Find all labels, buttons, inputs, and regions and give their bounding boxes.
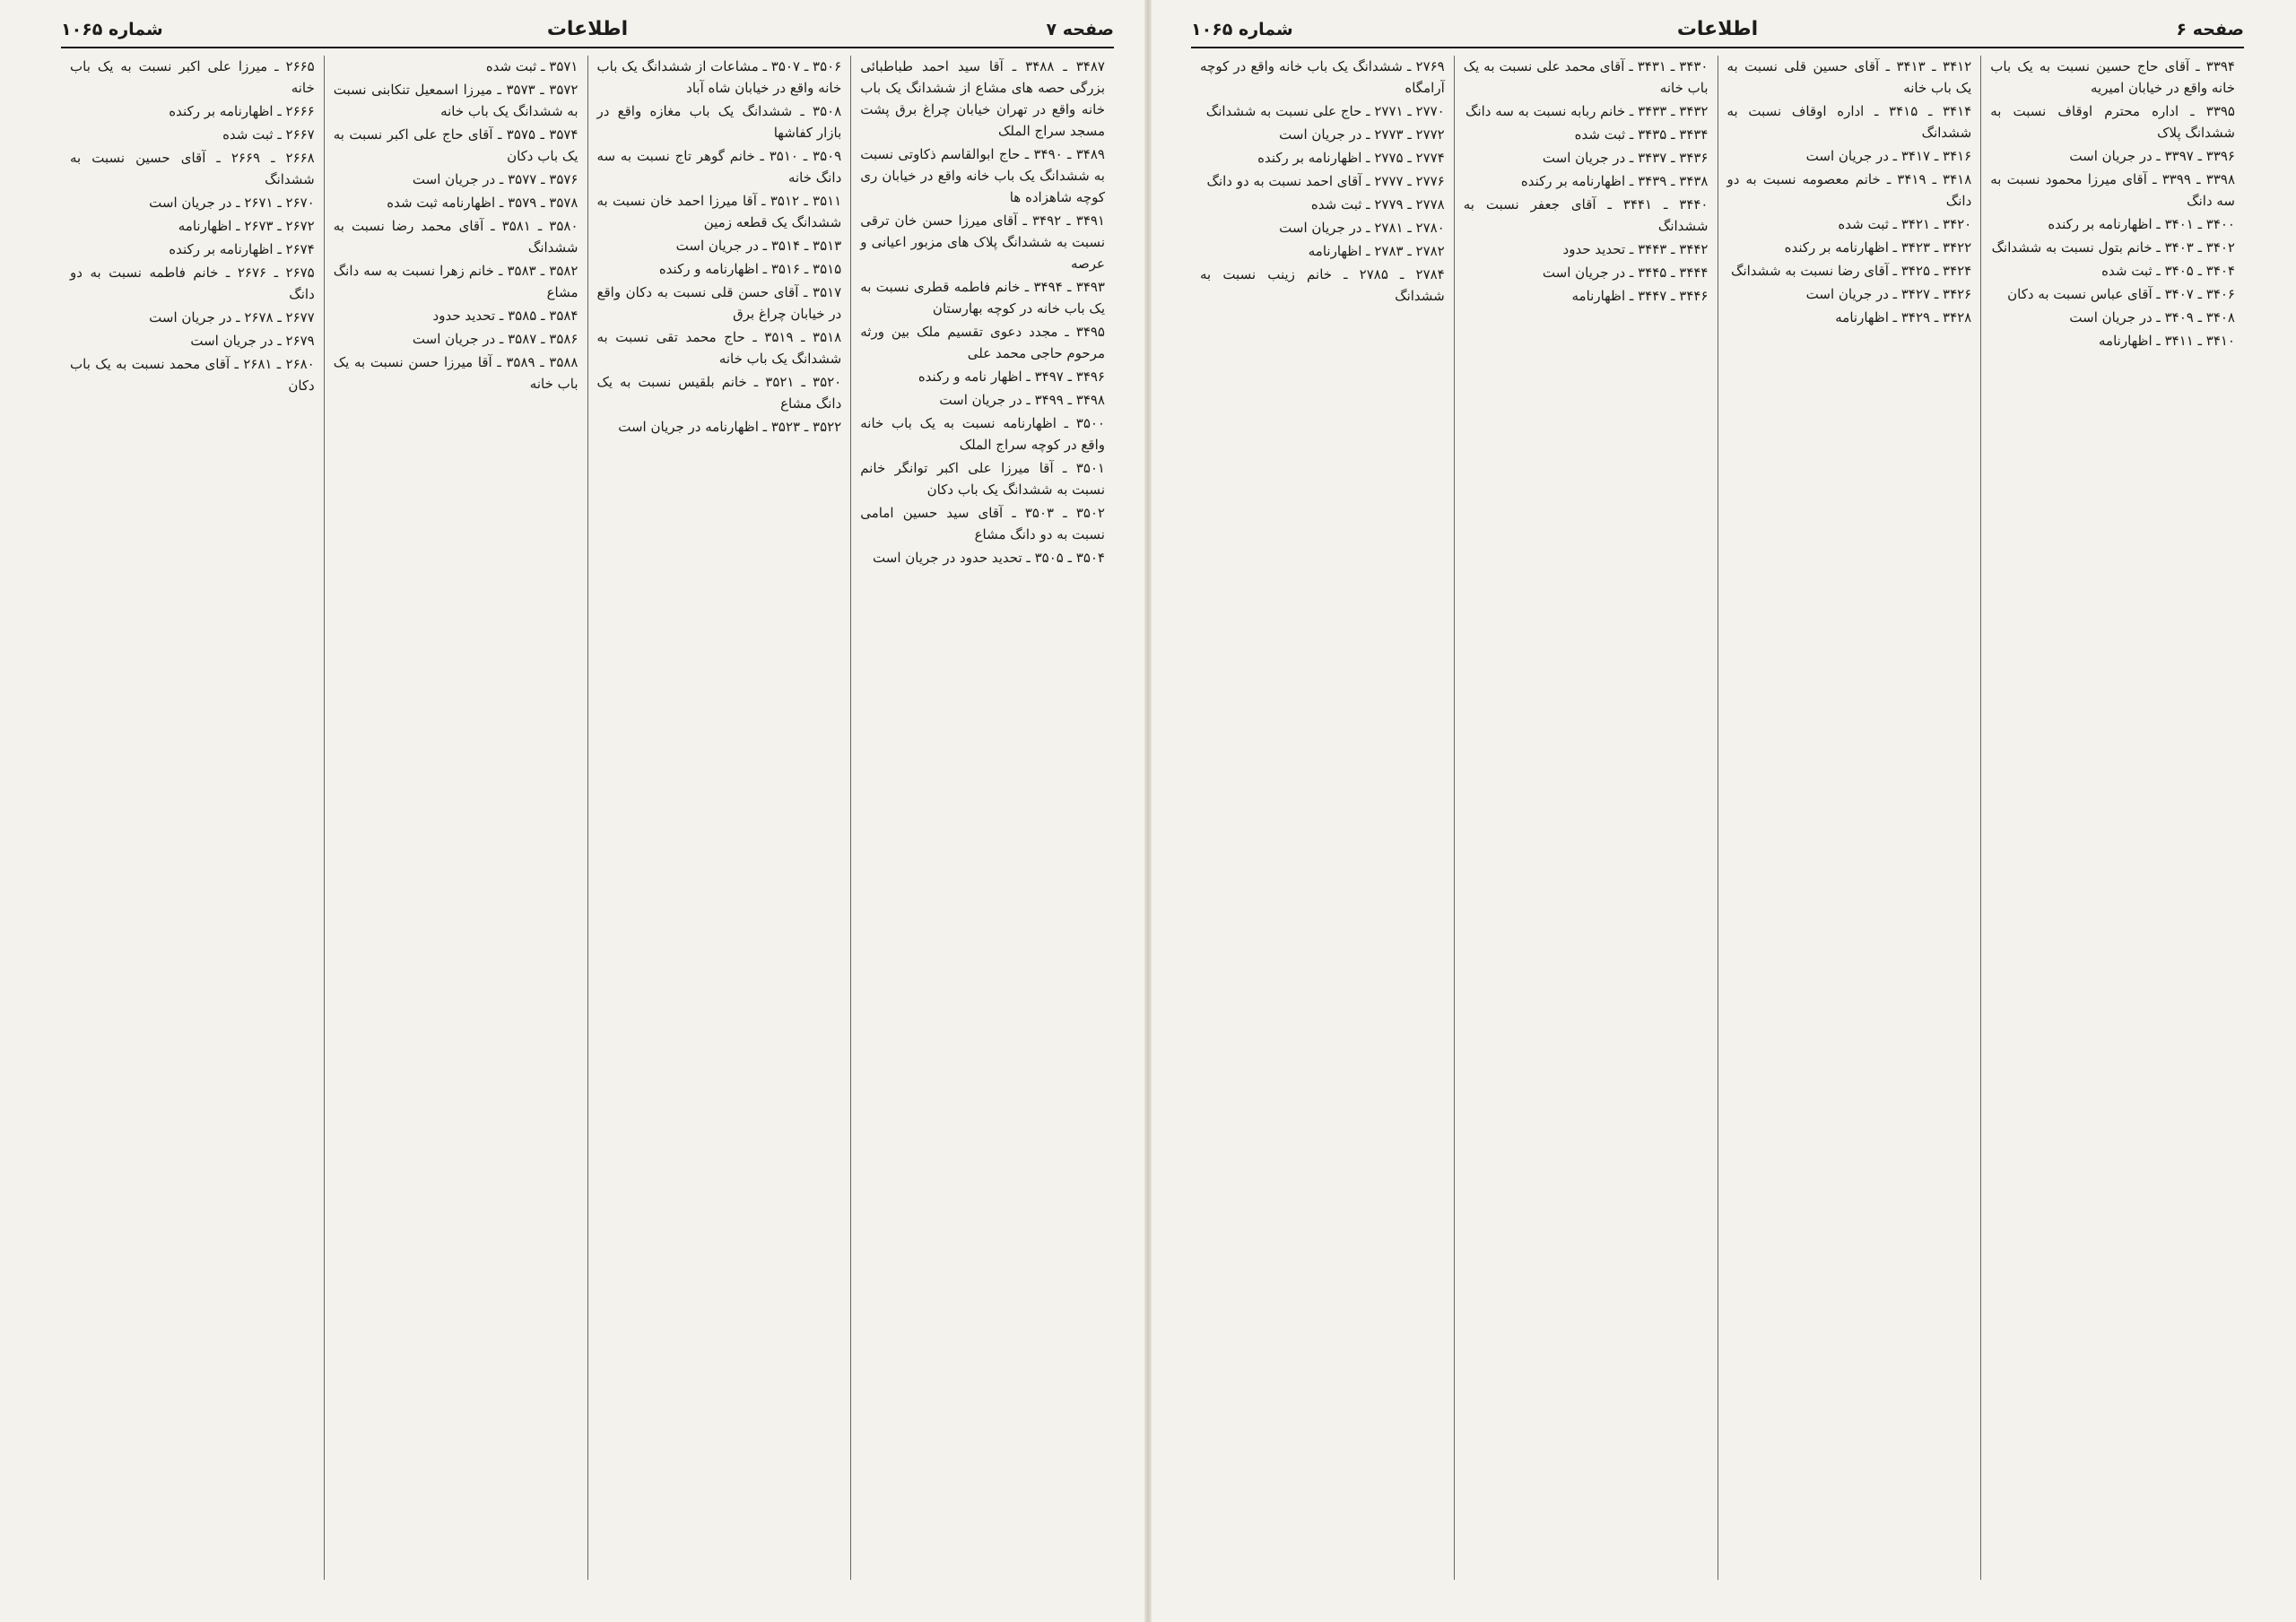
registry-entry: ۳۵۰۶ ـ ۳۵۰۷ ـ مشاعات از ششدانگ یک باب خانه واقع در خیابان شاه آباد [596, 58, 842, 96]
registry-entry: ۳۴۳۶ ـ ۳۴۳۷ ـ در جریان است [1542, 150, 1709, 166]
registry-entry: ۳۴۰۲ ـ ۳۴۰۳ ـ خانم بتول نسبت به ششدانگ [1991, 239, 2235, 256]
text-column [61, 56, 324, 1580]
left-page [36, 0, 1139, 1622]
registry-entry: ۲۶۸۰ ـ ۲۶۸۱ ـ آقای محمد نسبت به یک باب دکان [70, 356, 315, 394]
registry-entry: ۳۴۲۲ ـ ۳۴۲۳ ـ اظهارنامه بر رکنده [1784, 239, 1972, 256]
registry-entry: ۳۴۱۸ ـ ۳۴۱۹ ـ خانم معصومه نسبت به دو دانگ [1726, 171, 1972, 209]
registry-entry: ۲۶۷۲ ـ ۲۶۷۳ ـ اظهارنامه [178, 218, 315, 234]
text-column [324, 56, 587, 1580]
registry-entry: ۳۴۲۶ ـ ۳۴۲۷ ـ در جریان است [1805, 286, 1972, 302]
text-column [1718, 56, 1981, 1580]
text-column [1454, 56, 1718, 1580]
registry-entry: ۳۳۹۶ ـ ۳۳۹۷ ـ در جریان است [2069, 148, 2235, 164]
registry-entry: ۳۵۷۲ ـ ۳۵۷۳ ـ میرزا اسمعیل تنکابنی نسبت به ششدانگ یک باب خانه [333, 82, 578, 119]
registry-entry: ۲۶۷۴ ـ اظهارنامه بر رکنده [169, 241, 315, 257]
registry-entry: ۳۴۱۴ ـ ۳۴۱۵ ـ اداره اوقاف نسبت به ششدانگ [1726, 103, 1972, 141]
registry-entry: ۳۵۰۱ ـ آقا میرزا علی اکبر توانگر خانم نسبت به ششدانگ یک باب دکان [860, 460, 1105, 498]
registry-entry: ۳۳۹۸ ـ ۳۳۹۹ ـ آقای میرزا محمود نسبت به سه دانگ [1990, 171, 2236, 209]
registry-entry: ۲۶۷۰ ـ ۲۶۷۱ ـ در جریان است [149, 195, 315, 211]
text-column [587, 56, 851, 1580]
registry-entry: ۲۷۷۲ ـ ۲۷۷۳ ـ در جریان است [1279, 126, 1445, 143]
registry-entry: ۳۵۲۲ ـ ۳۵۲۳ ـ اظهارنامه در جریان است [618, 419, 842, 435]
registry-entry: ۳۴۲۴ ـ ۳۴۲۵ ـ آقای رضا نسبت به ششدانگ [1731, 263, 1972, 279]
registry-entry: ۳۴۰۶ ـ ۳۴۰۷ ـ آقای عباس نسبت به دکان [2007, 286, 2235, 302]
registry-entry: ۲۷۶۹ ـ ششدانگ یک باب خانه واقع در کوچه آرامگاه [1200, 58, 1445, 96]
registry-entry: ۲۷۷۸ ـ ۲۷۷۹ ـ ثبت شده [1310, 196, 1445, 213]
registry-entry: ۳۵۱۱ ـ ۳۵۱۲ ـ آقا میرزا احمد خان نسبت به ششدانگ یک قطعه زمین [596, 193, 842, 230]
registry-entry: ۳۵۰۹ ـ ۳۵۱۰ ـ خانم گوهر تاج نسبت به سه دانگ خانه [596, 148, 842, 186]
registry-entry: ۳۴۱۰ ـ ۳۴۱۱ ـ اظهارنامه [2099, 333, 2235, 349]
text-column [850, 56, 1114, 1580]
registry-entry: ۳۴۹۶ ـ ۳۴۹۷ ـ اظهار نامه و رکنده [918, 369, 1105, 385]
registry-entry: ۲۷۸۲ ـ ۲۷۸۳ ـ اظهارنامه [1308, 243, 1445, 259]
registry-entry: ۳۵۸۸ ـ ۳۵۸۹ ـ آقا میرزا حسن نسبت به یک باب خانه [333, 354, 578, 392]
text-column [1980, 56, 2244, 1580]
registry-entry: ۳۴۰۸ ـ ۳۴۰۹ ـ در جریان است [2069, 309, 2235, 325]
registry-entry: ۳۵۷۶ ـ ۳۵۷۷ ـ در جریان است [412, 171, 578, 187]
registry-entry: ۲۷۷۰ ـ ۲۷۷۱ ـ حاج علی نسبت به ششدانگ [1205, 103, 1445, 119]
registry-entry: ۳۴۸۹ ـ ۳۴۹۰ ـ حاج ابوالقاسم ذکاوتی نسبت به ششدانگ یک باب خانه واقع در خیابان ری کوچه شاهزاده ها [860, 146, 1105, 205]
right-page [1166, 0, 2269, 1622]
page-number: صفحه ۶ [2176, 20, 2244, 39]
registry-entry: ۳۴۱۲ ـ ۳۴۱۳ ـ آقای حسین قلی نسبت به یک باب خانه [1726, 58, 1972, 96]
registry-entry: ۲۶۶۷ ـ ثبت شده [222, 126, 315, 143]
registry-entry: ۳۵۰۴ ـ ۳۵۰۵ ـ تحدید حدود در جریان است [873, 550, 1105, 566]
text-columns [1191, 56, 2244, 1580]
registry-entry: ۳۵۰۸ ـ ششدانگ یک باب مغازه واقع در بازار کفاشها [596, 103, 842, 141]
registry-entry: ۳۴۱۶ ـ ۳۴۱۷ ـ در جریان است [1805, 148, 1972, 164]
registry-entry: ۲۷۸۴ ـ ۲۷۸۵ ـ خانم زینب نسبت به ششدانگ [1200, 266, 1445, 304]
registry-entry: ۳۴۹۱ ـ ۳۴۹۲ ـ آقای میرزا حسن خان ترقی نسبت به ششدانگ پلاک های مزبور اعیانی و عرصه [860, 213, 1105, 272]
text-column [1191, 56, 1454, 1580]
issue-number: شماره ۱۰۶۵ [1191, 20, 1293, 39]
issue-number: شماره ۱۰۶۵ [61, 20, 163, 39]
registry-entry: ۳۴۰۴ ـ ۳۴۰۵ ـ ثبت شده [2101, 263, 2235, 279]
registry-entry: ۳۴۴۶ ـ ۳۴۴۷ ـ اظهارنامه [1571, 288, 1709, 304]
registry-entry: ۳۴۰۰ ـ ۳۴۰۱ ـ اظهارنامه بر رکنده [2048, 216, 2235, 232]
registry-entry: ۲۶۶۶ ـ اظهارنامه بر رکنده [169, 103, 315, 119]
registry-entry: ۳۴۴۰ ـ ۳۴۴۱ ـ آقای جعفر نسبت به ششدانگ [1463, 196, 1709, 234]
registry-entry: ۳۵۰۲ ـ ۳۵۰۳ ـ آقای سید حسین امامی نسبت به دو دانگ مشاع [860, 505, 1105, 542]
newspaper-title: اطلاعات [546, 18, 629, 40]
registry-entry: ۳۴۹۵ ـ مجدد دعوی تقسیم ملک بین ورثه مرحوم حاجی محمد علی [860, 324, 1105, 361]
registry-entry: ۳۵۷۴ ـ ۳۵۷۵ ـ آقای حاج علی اکبر نسبت به یک باب دکان [333, 126, 578, 164]
registry-entry: ۳۳۹۵ ـ اداره محترم اوقاف نسبت به ششدانگ پلاک [1990, 103, 2235, 141]
registry-entry: ۳۴۳۰ ـ ۳۴۳۱ ـ آقای محمد علی نسبت به یک باب خانه [1463, 58, 1709, 96]
registry-entry: ۳۵۸۲ ـ ۳۵۸۳ ـ خانم زهرا نسبت به سه دانگ مشاع [333, 263, 578, 300]
registry-entry: ۳۵۱۷ ـ آقای حسن قلی نسبت به دکان واقع در خیابان چراغ برق [596, 284, 842, 322]
newspaper-title: اطلاعات [1676, 18, 1759, 40]
registry-entry: ۳۴۳۲ ـ ۳۴۳۳ ـ خانم ربابه نسبت به سه دانگ [1465, 103, 1709, 119]
registry-entry: ۲۷۷۴ ـ ۲۷۷۵ ـ اظهارنامه بر رکنده [1257, 150, 1445, 166]
registry-entry: ۳۵۷۱ ـ ثبت شده [485, 58, 578, 74]
text-columns [61, 56, 1114, 1580]
registry-entry: ۳۴۳۴ ـ ۳۴۳۵ ـ ثبت شده [1574, 126, 1709, 143]
registry-entry: ۳۵۱۸ ـ ۳۵۱۹ ـ حاج محمد تقی نسبت به ششدانگ یک باب خانه [596, 329, 842, 367]
registry-entry: ۲۷۸۰ ـ ۲۷۸۱ ـ در جریان است [1279, 220, 1445, 236]
registry-entry: ۳۴۹۸ ـ ۳۴۹۹ ـ در جریان است [939, 392, 1105, 408]
registry-entry: ۳۵۱۳ ـ ۳۵۱۴ ـ در جریان است [675, 238, 842, 254]
registry-entry: ۳۵۸۶ ـ ۳۵۸۷ ـ در جریان است [412, 331, 578, 347]
registry-entry: ۳۴۳۸ ـ ۳۴۳۹ ـ اظهارنامه بر رکنده [1520, 173, 1709, 189]
registry-entry: ۳۴۴۴ ـ ۳۴۴۵ ـ در جریان است [1542, 265, 1709, 281]
registry-entry: ۳۵۱۵ ـ ۳۵۱۶ ـ اظهارنامه و رکنده [658, 261, 842, 277]
registry-entry: ۳۴۸۷ ـ ۳۴۸۸ ـ آقا سید احمد طباطبائی بزرگی حصه های مشاع از ششدانگ یک باب خانه واقع در تهران خیابان چراغ برق پشت مسجد سراج الملک [860, 58, 1105, 139]
registry-entry: ۳۵۸۰ ـ ۳۵۸۱ ـ آقای محمد رضا نسبت به ششدانگ [333, 218, 578, 256]
registry-entry: ۳۵۲۰ ـ ۳۵۲۱ ـ خانم بلقیس نسبت به یک دانگ مشاع [596, 374, 842, 412]
registry-entry: ۳۳۹۴ ـ آقای حاج حسین نسبت به یک باب خانه واقع در خیابان امیریه [1990, 58, 2235, 96]
registry-entry: ۳۴۲۰ ـ ۳۴۲۱ ـ ثبت شده [1838, 216, 1972, 232]
registry-entry: ۳۴۹۳ ـ ۳۴۹۴ ـ خانم فاطمه قطری نسبت به یک باب خانه در کوچه بهارستان [860, 279, 1105, 317]
page-number: صفحه ۷ [1046, 20, 1114, 39]
page-gutter [1144, 0, 1152, 1622]
registry-entry: ۳۵۷۸ ـ ۳۵۷۹ ـ اظهارنامه ثبت شده [387, 195, 578, 211]
page-header [61, 16, 1114, 48]
registry-entry: ۳۵۰۰ ـ اظهارنامه نسبت به یک باب خانه واقع در کوچه سراج الملک [860, 415, 1105, 453]
registry-entry: ۲۶۷۷ ـ ۲۶۷۸ ـ در جریان است [149, 309, 315, 325]
registry-entry: ۲۶۷۹ ـ در جریان است [190, 333, 315, 349]
registry-entry: ۳۴۴۲ ـ ۳۴۴۳ ـ تحدید حدود [1562, 241, 1709, 257]
registry-entry: ۲۶۶۵ ـ میرزا علی اکبر نسبت به یک باب خانه [70, 58, 315, 96]
registry-entry: ۳۴۲۸ ـ ۳۴۲۹ ـ اظهارنامه [1835, 309, 1972, 325]
registry-entry: ۳۵۸۴ ـ ۳۵۸۵ ـ تحدید حدود [432, 308, 578, 324]
page-header [1191, 16, 2244, 48]
registry-entry: ۲۶۷۵ ـ ۲۶۷۶ ـ خانم فاطمه نسبت به دو دانگ [70, 265, 315, 302]
registry-entry: ۲۷۷۶ ـ ۲۷۷۷ ـ آقای احمد نسبت به دو دانگ [1206, 173, 1445, 189]
registry-entry: ۲۶۶۸ ـ ۲۶۶۹ ـ آقای حسین نسبت به ششدانگ [70, 150, 315, 187]
